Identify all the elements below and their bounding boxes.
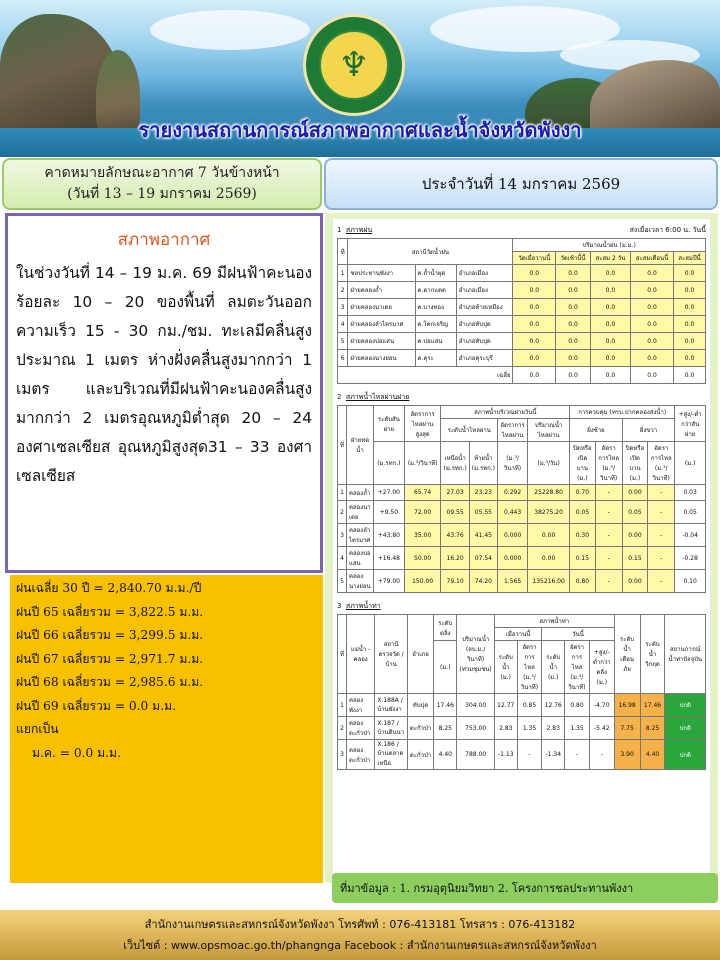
rain-line-65: ฝนปี 65 เฉลี่ยรวม = 3,822.5 ม.ม.	[16, 604, 204, 619]
table-row: 3 คลองลำไตรมาศ +43.80 35.00 43.76 41.45 0.000 0.00 0.30 - 0.00 - -0.04	[338, 524, 706, 547]
table2-heading	[337, 392, 706, 403]
critical-level: 17.46	[640, 694, 665, 717]
status-badge: ปกติ	[665, 717, 706, 740]
footer-contact: สำนักงานเกษตรและสหกรณ์จังหวัดพังงา โทรศัพท์ : 076-413181 โทรสาร : 076-413182	[144, 918, 576, 931]
rain-line-68: ฝนปี 68 เฉลี่ยรวม = 2,985.6 ม.ม.	[16, 675, 204, 689]
status-badge: ปกติ	[665, 740, 706, 770]
cloud-decoration	[150, 10, 310, 50]
rain-line-jan: ม.ค. = 0.0 ม.ม.	[32, 745, 121, 760]
t1-col-today: วัดเช้านี้นี้	[556, 252, 591, 265]
t1-col-yesterday: วัดเมื่อวานนี้	[513, 252, 556, 265]
table-row: 5 ฝ่ายคลองบ่อแสน ต.บ่อแสน อำเภอทับปุด 0.0 0.0 0.0 0.0 0.0	[338, 333, 706, 350]
table1-time-note: ส่งเมื่อเวลา 6:00 น. วันนี้	[629, 226, 706, 234]
rainfall-panel	[10, 575, 323, 883]
report-date: ประจำวันที่ 14 มกราคม 2569	[421, 175, 621, 193]
table-row: 2 คลองนาเดย +9.50 72.00 09.55 05.55 0.443 38275.20 0.05 - 0.05 - 0.05	[338, 501, 706, 524]
rainfall-table	[337, 238, 706, 384]
table3-title: สภาพน้ำท่า	[345, 602, 381, 610]
critical-level: 4.40	[640, 740, 665, 770]
rain-line-69: ฝนปี 69 เฉลี่ยรวม = 0.0 ม.ม.	[16, 698, 176, 713]
table-row: 4 คลองบ่อแสน +16.48 50.00 16.20 07.54 0.000 0.00 0.15 - 0.15 - -0.28	[338, 547, 706, 570]
table-row: 3 ฝ่ายคลองนาเดย ต.บางทอง อำเภอท้ายเหมือง 0.0 0.0 0.0 0.0 0.0	[338, 299, 706, 316]
table-row: 4 ฝ่ายคลองลำไตรมาศ ต.โคกเจริญ อำเภอทับปุด 0.0 0.0 0.0 0.0 0.0	[338, 316, 706, 333]
forecast-header-line1: คาดหมายลักษณะอากาศ 7 วันข้างหน้า	[44, 165, 280, 181]
table-row: 1 คลองถ้ำ +27.00 65.74 27.03 23.23 0.292 25228.80 0.70 - 0.00 - 0.03	[338, 485, 706, 501]
t1-col-2day: สะสม 2 วัน	[590, 252, 630, 265]
t1-col-station: สถานีวัดน้ำฝน	[348, 239, 513, 265]
data-source: ที่มาข้อมูล : 1. กรมอุตุนิยมวิทยา 2. โครงการชลประทานพังงา	[340, 882, 634, 895]
rain-line-breakdown-label: แยกเป็น	[16, 722, 59, 736]
report-title: รายงานสถานการณ์สภาพอากาศและน้ำจังหวัดพังงา	[138, 118, 582, 142]
footer-website: เว็บไซต์ : www.opsmoac.go.th/phangnga Facebook : สำนักงานเกษตรและสหกรณ์จังหวัดพังงา	[123, 939, 597, 952]
t1-col-month: สะสมเดือนนี้	[630, 252, 673, 265]
weir-flow-table: ที่ ฝ่ายทดน้ำ ระดับสันฝาย อัตราการไหลผ่านสูงสุด สภาพน้ำบริเวณฝายวันนี้ การควบคุม (ทรบ.ปากคลองส่งน้ำ) +สูง/-ต่ำกว่าสันฝาย ระดับน้ำไหลผ่าน อัตราการไหลผ่าน ปริมาณน้ำไหลผ่าน ฝั่งซ้าย ฝั่งขวา (ม.รทก.) (ม.³/วินาที) เหนือน้ำ (ม.รทก.) ท้ายน้ำ (ม.รทก.) (ม.³/วินาที) (ม.³/วัน) ปิดหรือเปิดบาน (ม.) อัตราการไหล (ม.³/วินาที) ปิดหรือเปิดบาน (ม.) อัตราการไหล (ม.³/วินาที) (ม.) 1 คลองถ้ำ +27.00 65.74 27.03 23.23 0.292 25228.80 0.70 - 0.00 - 0.03 2 คลองนาเดย +9.50 72.00 09.55 05.55 0.443 38275.20 0.05 - 0.05 - 0.05 3 คลองลำไตรมาศ +43.80 35.00 43.76 41.45 0.000 0.00 0.30 - 0.00 - -0.04 4 คลองบ่อแสน +16.48 50.00 16.20 07.54 0.000 0.00 0.15 - 0.15 - -0.28 5 คลองนางย่อน +79.00 150.00 79.10 74.20 1.565 135216.00 0.80 - 0.00 - 0.10	[337, 405, 706, 593]
table-row: 3 คลองตะกั่วป่า X.186 / บ้านตลาดเหนือ ตะกั่วป่า 4.40 788.00 -1.13 - -1.34 - - 3.90 4.40 ปกติ	[338, 740, 706, 770]
table2-title: สภาพน้ำไหลผ่านฝาย	[345, 393, 410, 401]
forecast-header	[2, 158, 322, 210]
data-source-bar	[332, 873, 718, 903]
t1-col-year: สะสมปีนี้	[674, 252, 706, 265]
table2-number: 2	[337, 393, 342, 401]
weather-body: ในช่วงวันที่ 14 – 19 ม.ค. 69 มีฝนฟ้าคะนองร้อยละ 10 – 20 ของพื้นที่ ลมตะวันออก ความเร็ว 15 - 30 กม./ชม. ทะเลมีคลื่นสูงประมาณ 1 เมตร ห่างฝั่งคลื่นสูงมากกว่า 1 เมตร และบริเวณที่มีฝนฟ้าคะนองคลื่นสูงมากกว่า 2 เมตรอุณหภูมิต่ำสุด 20 – 24 องศาเซลเซียส อุณหภูมิสูงสุด31 – 33 องศาเซลเซียส	[16, 264, 312, 485]
table-row: 6 ฝ่ายคลองนางย่อน ต.คุระ อำเภอคุระบุรี 0.0 0.0 0.0 0.0 0.0	[338, 350, 706, 367]
seal-emblem: ♆	[319, 30, 389, 100]
t1-col-group: ปริมาณน้ำฝน (ม.ม.)	[513, 239, 706, 252]
forecast-header-line2: (วันที่ 13 – 19 มกราคม 2569)	[67, 186, 257, 202]
river-flow-table: ที่ แม่น้ำ - คลอง สถานีตรวจวัด / บ้าน อำเภอ ระดับตลิ่ง ปริมาณน้ำ (ลบ.ม./วินาที) (ท่วมชุมชน) สภาพน้ำท่า ระดับน้ำเตือนภัย ระดับน้ำวิกฤต สถานการณ์น้ำท่าปัจจุบัน เมื่อวานนี้ วันนี้ (ม.) ระดับน้ำ (ม.) อัตราการไหล (ม.³/วินาที) ระดับน้ำ (ม.) อัตราการไหล (ม.³/วินาที) +สูง/-ต่ำกว่าตลิ่ง (ม.) 1 คลองพังงา X.188A / บ้านพังงา ทับปุด 17.46 304.00 12.77 0.85 12.76 0.80 -4.70 16.98 17.46 ปกติ 2 คลองตะกั่วป่า X.187 / บ้านดินนา ตะกั่วป่า 8.25 753.00 2.83 1.35 2.83 1.35 -5.42 7.75 8.25 ปกติ 3 คลองตะกั่วป่า X.186 / บ้านตลาดเหนือ ตะกั่วป่า 4.40 788.00 -1.13 - -1.34 - - 3.90 4.40 ปกติ	[337, 614, 706, 770]
table1-heading	[337, 225, 706, 236]
table-row: 2 คลองตะกั่วป่า X.187 / บ้านดินนา ตะกั่วป่า 8.25 753.00 2.83 1.35 2.83 1.35 -5.42 7.75 8.25 ปกติ	[338, 717, 706, 740]
header-banner	[0, 0, 720, 157]
rain-line-67: ฝนปี 67 เฉลี่ยรวม = 2,971.7 ม.ม.	[16, 651, 204, 666]
rain-line-66: ฝนปี 66 เฉลี่ยรวม = 3,299.5 ม.ม.	[16, 628, 204, 642]
warning-level: 16.98	[614, 694, 640, 717]
table-row: 1 คลองพังงา X.188A / บ้านพังงา ทับปุด 17.46 304.00 12.77 0.85 12.76 0.80 -4.70 16.98 17.46 ปกติ	[338, 694, 706, 717]
warning-level: 7.75	[614, 717, 640, 740]
table3-number: 3	[337, 602, 342, 610]
tables-panel	[325, 213, 718, 883]
warning-level: 3.90	[614, 740, 640, 770]
weather-panel	[5, 213, 323, 573]
table-row: 2 ฝ่ายคลองถ้ำ ต.ตากแดด อำเภอเมือง 0.0 0.0 0.0 0.0 0.0	[338, 282, 706, 299]
status-badge: ปกติ	[665, 694, 706, 717]
t1-col-no: ที่	[338, 239, 348, 265]
report-date-header	[324, 158, 718, 210]
table1-title: สภาพฝน	[345, 226, 373, 234]
table-row: 5 คลองนางย่อน +79.00 150.00 79.10 74.20 1.565 135216.00 0.80 - 0.00 - 0.10	[338, 570, 706, 593]
weather-title: สภาพอากาศ	[117, 230, 211, 250]
table-row: 1 ชลประทานพังงา ต.ถ้ำน้ำผุด อำเภอเมือง 0.0 0.0 0.0 0.0 0.0	[338, 265, 706, 282]
tables-sheet	[333, 219, 710, 879]
ministry-seal-icon	[303, 14, 405, 116]
table1-number: 1	[337, 226, 342, 234]
table3-heading	[337, 601, 706, 612]
table-row-average: เฉลี่ย 0.0 0.0 0.0 0.0 0.0	[338, 367, 706, 384]
rain-line-30yr: ฝนเฉลี่ย 30 ปี = 2,840.70 ม.ม./ปี	[16, 581, 202, 595]
critical-level: 8.25	[640, 717, 665, 740]
footer	[0, 910, 720, 960]
